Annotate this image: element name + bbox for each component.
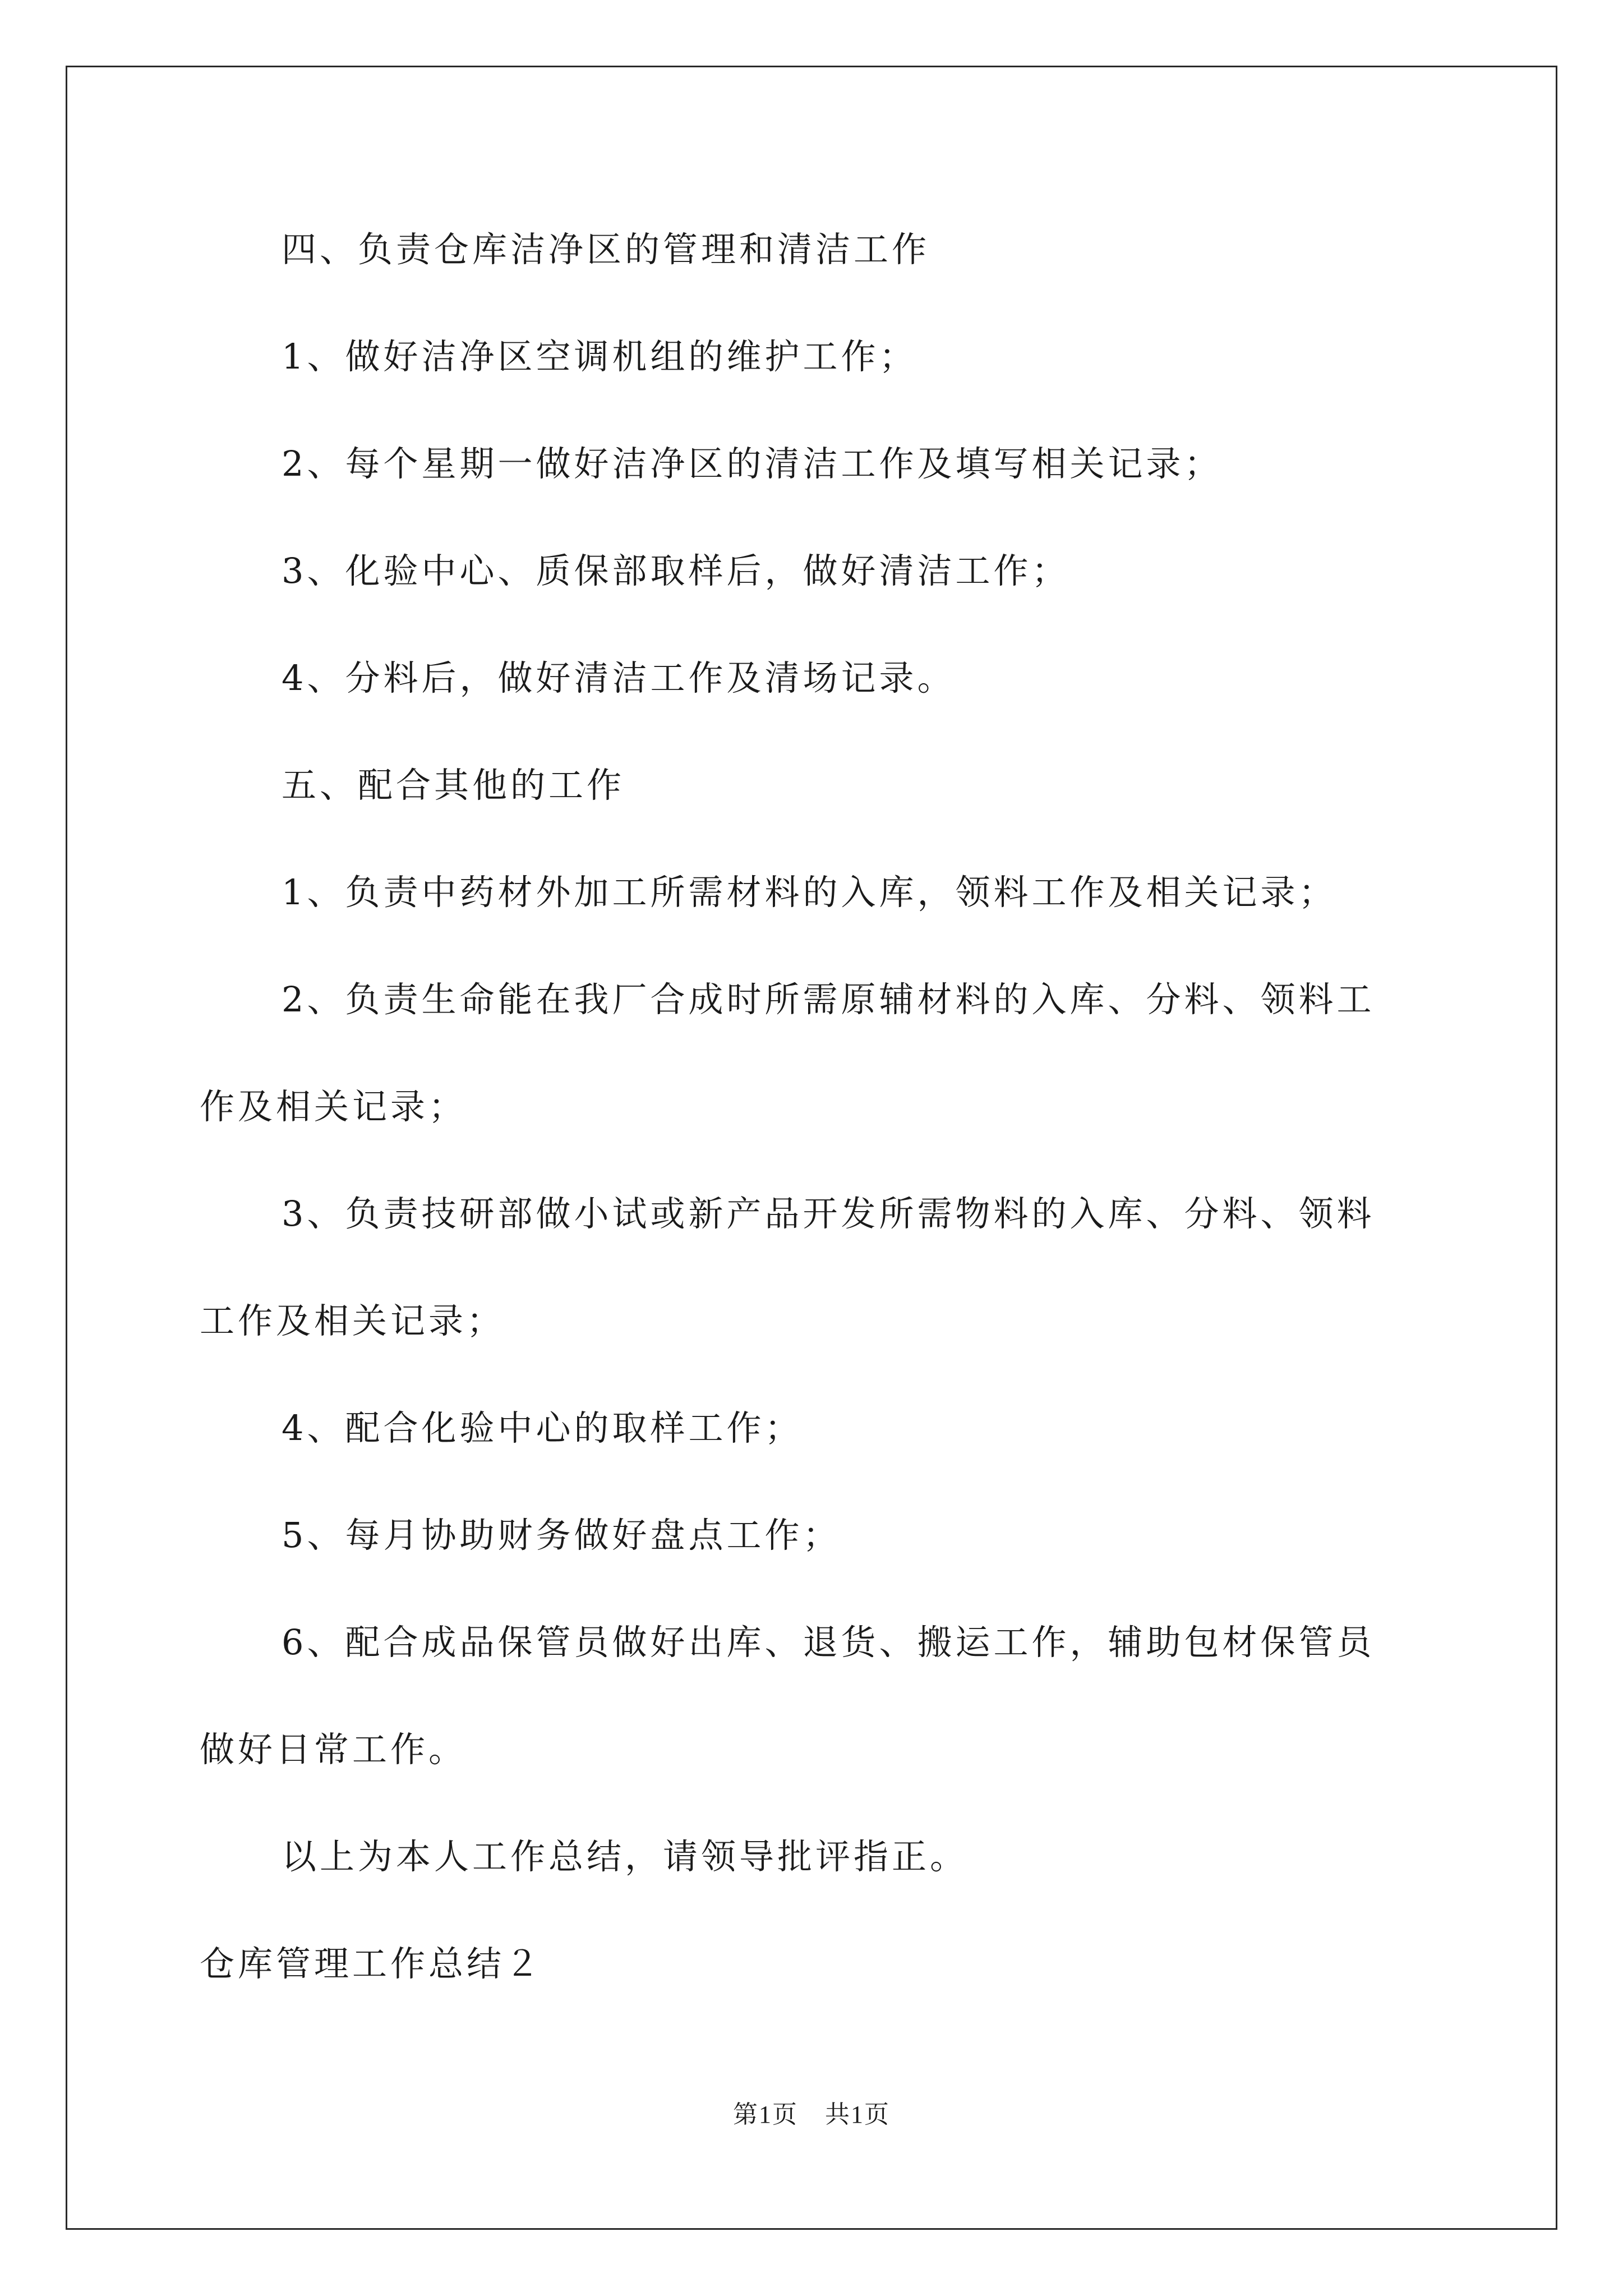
paragraph-line: 4、配合化验中心的取样工作； bbox=[282, 1407, 803, 1448]
section-title: 仓库管理工作总结２ bbox=[200, 1943, 543, 1984]
paragraph-line: 工作及相关记录； bbox=[200, 1300, 505, 1341]
page-number-current: 第1页 bbox=[733, 2101, 798, 2128]
paragraph-line: 1、负责中药材外加工所需材料的入库，领料工作及相关记录； bbox=[282, 872, 1337, 913]
page-number-total: 共1页 bbox=[825, 2101, 890, 2128]
paragraph-line: 2、负责生命能在我厂合成时所需原辅材料的入库、分料、领料工 bbox=[282, 979, 1375, 1020]
paragraph-line: 3、负责技研部做小试或新产品开发所需物料的入库、分料、领料 bbox=[282, 1193, 1375, 1234]
paragraph-line: 作及相关记录； bbox=[200, 1086, 467, 1127]
paragraph-line: 做好日常工作。 bbox=[200, 1729, 467, 1770]
paragraph-line: 以上为本人工作总结，请领导批评指正。 bbox=[282, 1836, 969, 1877]
paragraph-line: 4、分料后，做好清洁工作及清场记录。 bbox=[282, 657, 956, 698]
paragraph-line: 1、做好洁净区空调机组的维护工作； bbox=[282, 336, 917, 377]
paragraph-line: 2、每个星期一做好洁净区的清洁工作及填写相关记录； bbox=[282, 443, 1223, 484]
paragraph-line: 6、配合成品保管员做好出库、退货、搬运工作，辅助包材保管员 bbox=[282, 1622, 1375, 1663]
page-frame bbox=[66, 66, 1557, 2230]
paragraph-line: 五、配合其他的工作 bbox=[282, 765, 625, 806]
paragraph-line: 3、化验中心、质保部取样后，做好清洁工作； bbox=[282, 550, 1070, 591]
paragraph-line: 四、负责仓库洁净区的管理和清洁工作 bbox=[282, 229, 930, 270]
page-footer bbox=[0, 2098, 1623, 2132]
paragraph-line: 5、每月协助财务做好盘点工作； bbox=[282, 1515, 841, 1556]
